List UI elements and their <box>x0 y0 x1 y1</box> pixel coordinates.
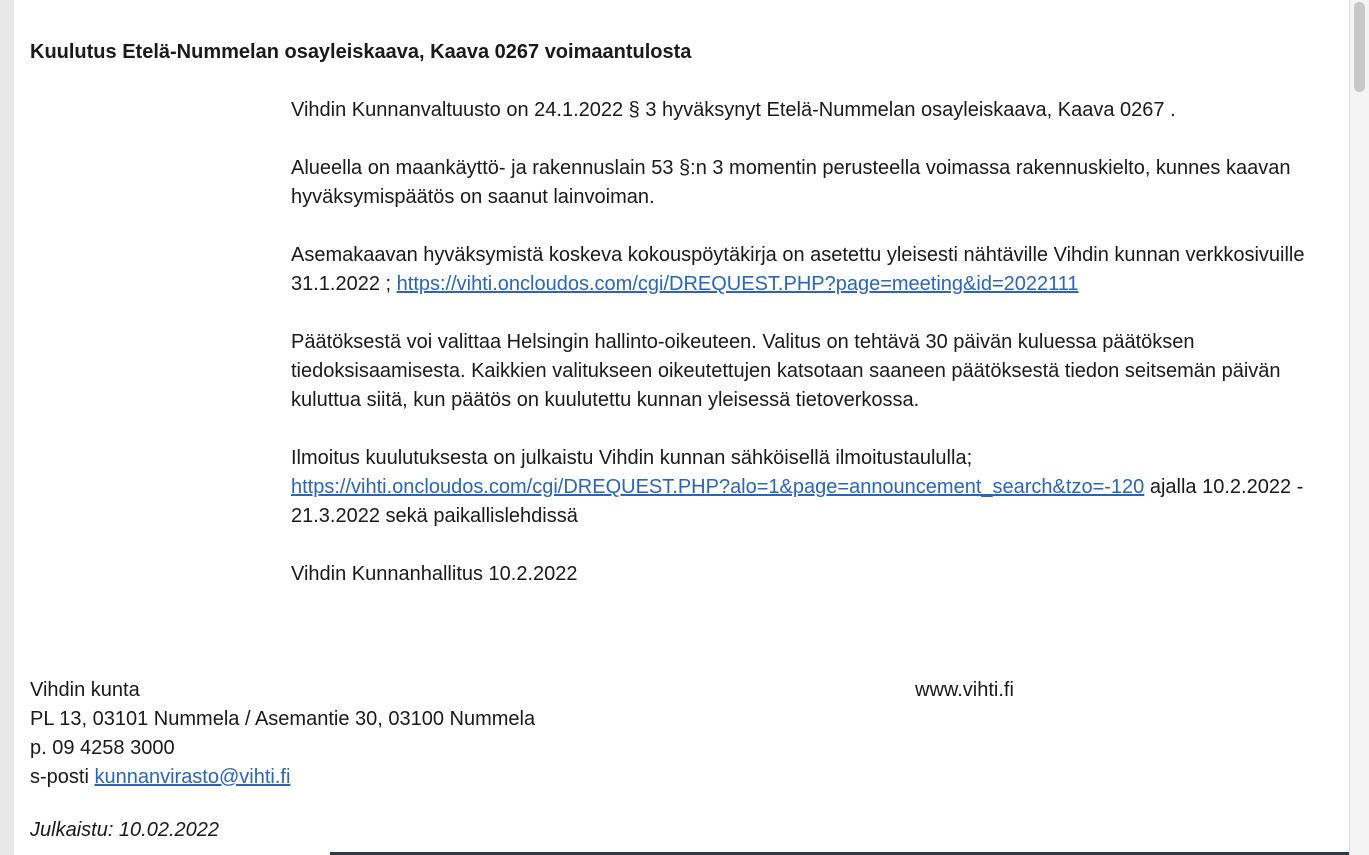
announcement-body <box>291 96 1331 618</box>
paragraph-notice <box>291 444 1331 531</box>
paragraph-approval: Vihdin Kunnanvaltuusto on 24.1.2022 § 3 hyväksynyt Etelä-Nummelan osayleiskaava, Kaava 0267 . <box>291 99 1176 121</box>
website-text: www.vihti.fi <box>915 679 1014 701</box>
phone-number: p. 09 4258 3000 <box>30 737 175 759</box>
paragraph-minutes <box>291 241 1331 299</box>
notice-text-after: ajalla 10.2.2022 - 21.3.2022 sekä paikallislehdissä <box>291 476 1304 527</box>
published-date: Julkaistu: 10.02.2022 <box>30 819 220 841</box>
paragraph-signature: Vihdin Kunnanhallitus 10.2.2022 <box>291 563 578 585</box>
notice-text-before: Ilmoitus kuulutuksesta on julkaistu Vihdin kunnan sähköisellä ilmoitustaululla; <box>291 447 973 469</box>
email-line <box>30 763 535 792</box>
meeting-minutes-link[interactable]: https://vihti.oncloudos.com/cgi/DREQUEST.PHP?page=meeting&id=2022111 <box>396 273 1079 295</box>
contact-info <box>30 676 535 792</box>
email-link[interactable]: kunnanvirasto@vihti.fi <box>94 766 291 788</box>
paragraph-appeal: Päätöksestä voi valittaa Helsingin hallinto-oikeuteen. Valitus on tehtävä 30 päivän kuluessa päätöksen tiedoksisaamisesta. Kaikkien valitukseen oikeutettujen katsotaan saaneen päätöksestä tiedon seitsemän päivän kuluttua siitä, kun päätös on kuulutettu kunnan yleisessä tietoverkossa. <box>291 331 1281 411</box>
document-page <box>14 0 1350 855</box>
org-name: Vihdin kunta <box>30 679 140 701</box>
postal-address: PL 13, 03101 Nummela / Asemantie 30, 03100 Nummela <box>30 708 536 730</box>
email-label: s-posti <box>30 766 95 788</box>
document-title: Kuulutus Etelä-Nummelan osayleiskaava, Kaava 0267 voimaantulosta <box>30 41 692 63</box>
scrollbar-thumb[interactable] <box>1354 2 1365 92</box>
minutes-text: Asemakaavan hyväksymistä koskeva kokouspöytäkirja on asetettu yleisesti nähtäville Vihdin kunnan verkkosivuille 31.1.2022 ; <box>291 244 1305 295</box>
announcement-board-link[interactable]: https://vihti.oncloudos.com/cgi/DREQUEST.PHP?alo=1&page=announcement_search&tzo=-120 <box>291 476 1145 498</box>
vertical-scrollbar[interactable] <box>1349 0 1369 855</box>
paragraph-building-ban: Alueella on maankäyttö- ja rakennuslain 53 §:n 3 momentin perusteella voimassa rakennuskielto, kunnes kaavan hyväksymispäätös on saanut lainvoiman. <box>291 157 1291 208</box>
